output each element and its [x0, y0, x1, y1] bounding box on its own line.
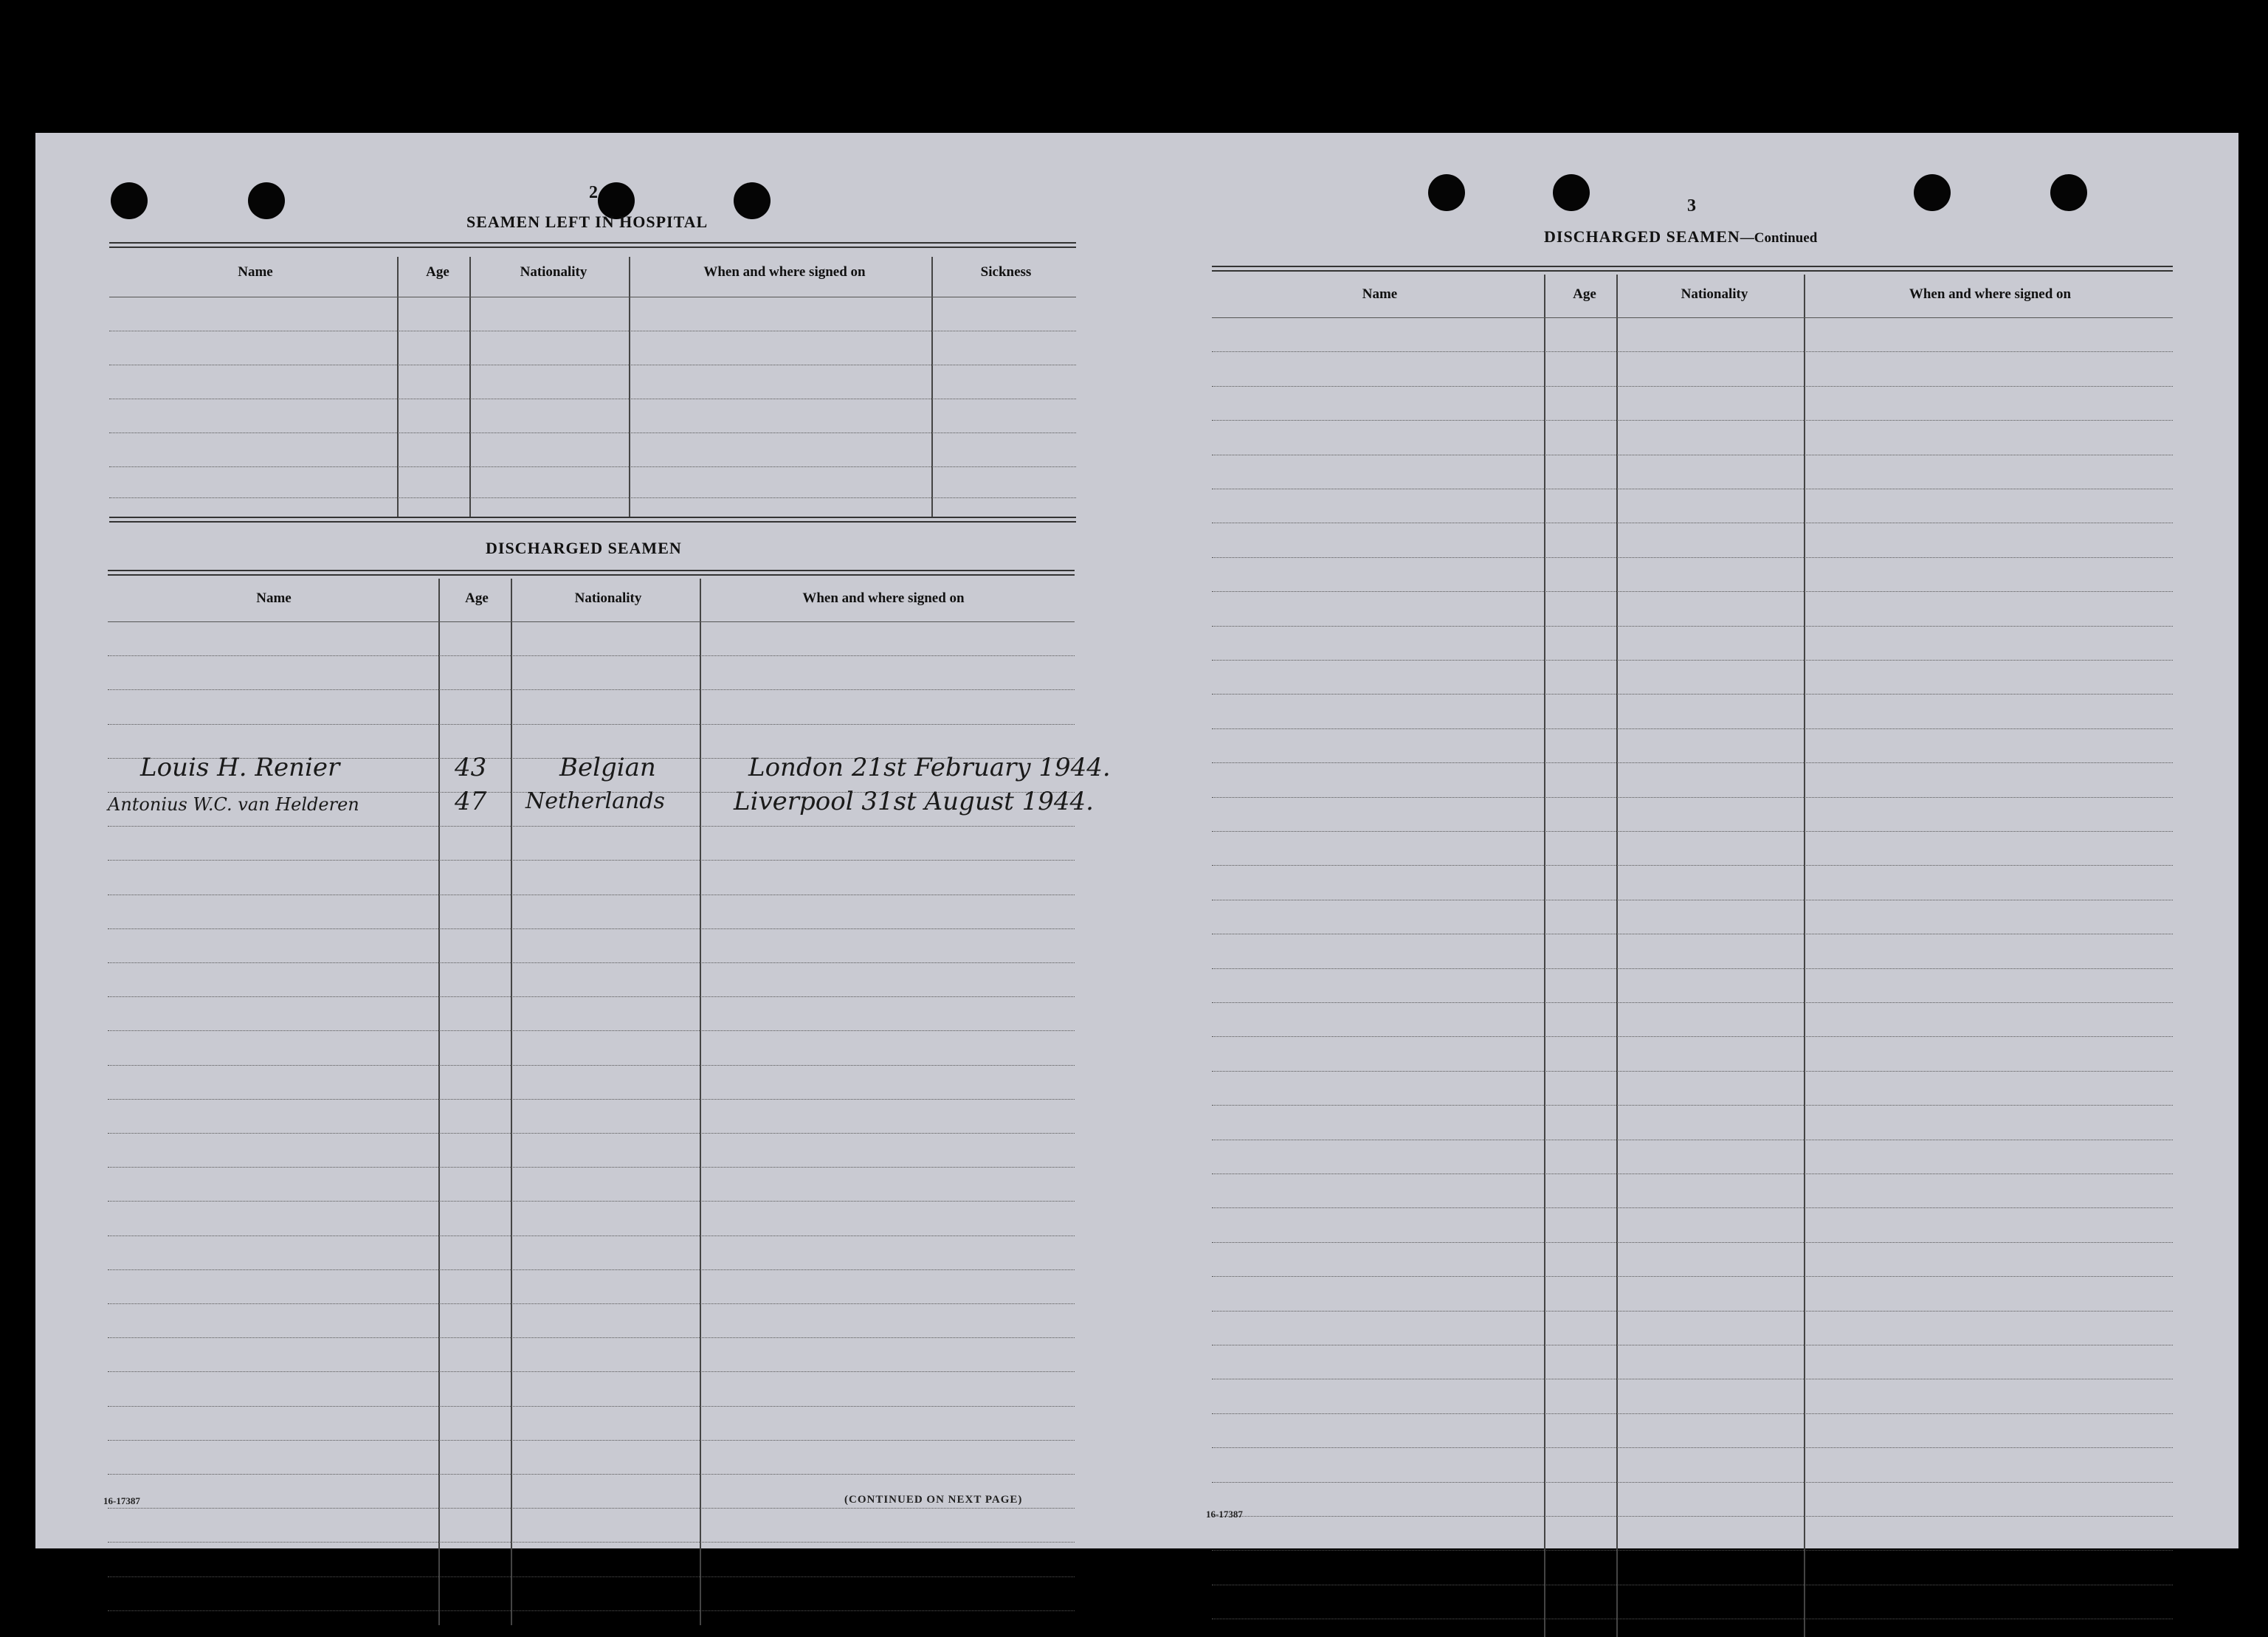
ruled-line	[1212, 1447, 2173, 1448]
entry-age: 43	[455, 753, 487, 782]
ruled-line	[1212, 1413, 2173, 1414]
punch-hole	[248, 182, 285, 219]
ruled-line	[108, 996, 1075, 997]
punch-hole	[1914, 174, 1951, 211]
ruled-line	[1212, 351, 2173, 352]
discharged-section-title: DISCHARGED SEAMEN	[486, 539, 682, 557]
ruled-line	[1212, 1516, 2173, 1517]
ruled-line	[1212, 1071, 2173, 1072]
ruled-line	[108, 1235, 1075, 1236]
ruled-line	[1212, 591, 2173, 592]
ruled-line	[1212, 660, 2173, 661]
discharged-table	[108, 570, 1111, 1633]
right-section-title	[1544, 227, 1817, 247]
ruled-line	[108, 1406, 1075, 1407]
punch-hole	[734, 182, 771, 219]
col-header-name: Name	[238, 264, 273, 280]
ruled-line	[1212, 420, 2173, 421]
ruled-line	[108, 724, 1075, 725]
ruled-line	[1212, 831, 2173, 832]
continued-note: (CONTINUED ON NEXT PAGE)	[844, 1494, 1023, 1506]
entry-name: Louis H. Renier	[140, 753, 340, 782]
ruled-line	[1212, 968, 2173, 969]
ruled-line	[1212, 386, 2173, 387]
ruled-line	[108, 1133, 1075, 1134]
ruled-line	[1212, 1311, 2173, 1312]
punch-hole	[111, 182, 148, 219]
page-number-right: 3	[1687, 196, 1696, 216]
ruled-line	[108, 655, 1075, 656]
ruled-line	[1212, 626, 2173, 627]
col-header-signed-on: When and where signed on	[1909, 286, 2072, 302]
ruled-line	[108, 621, 1075, 622]
col-header-sickness: Sickness	[980, 264, 1032, 280]
col-header-nationality: Nationality	[520, 264, 587, 280]
ruled-line	[108, 1065, 1075, 1066]
col-header-name: Name	[256, 590, 292, 606]
ruled-line	[1212, 797, 2173, 798]
form-number-right: 16-17387	[1206, 1509, 1243, 1520]
ruled-line	[108, 860, 1075, 861]
ruled-line	[108, 1269, 1075, 1270]
ruled-line	[108, 1371, 1075, 1372]
col-header-age: Age	[465, 590, 489, 606]
ruled-line	[1212, 762, 2173, 763]
ruled-line	[1212, 557, 2173, 558]
entry-name: Antonius W.C. van Helderen	[108, 794, 359, 815]
ruled-line	[108, 689, 1075, 690]
hospital-section-title: SEAMEN LEFT IN HOSPITAL	[466, 213, 709, 231]
ruled-line	[108, 1201, 1075, 1202]
ruled-line	[108, 962, 1075, 963]
ruled-line	[1212, 1207, 2173, 1208]
ruled-line	[108, 1508, 1075, 1509]
col-header-signed-on: When and where signed on	[802, 590, 965, 606]
ruled-line	[108, 826, 1075, 827]
ruled-line	[1212, 865, 2173, 866]
right-title-main: DISCHARGED SEAMEN	[1544, 227, 1740, 246]
entry-signed-on: London 21st February 1944.	[748, 753, 1111, 782]
ruled-line	[108, 1576, 1075, 1577]
ruled-line	[1212, 1036, 2173, 1037]
col-header-age: Age	[1573, 286, 1596, 302]
col-header-nationality: Nationality	[574, 590, 642, 606]
form-number-left: 16-17387	[103, 1495, 140, 1506]
ruled-line	[1212, 1242, 2173, 1243]
ruled-line	[108, 1337, 1075, 1338]
col-header-nationality: Nationality	[1681, 286, 1748, 302]
ruled-line	[108, 1440, 1075, 1441]
ruled-line	[1212, 1002, 2173, 1003]
ruled-line	[1212, 728, 2173, 729]
right-title-suffix: —Continued	[1740, 230, 1818, 246]
punch-hole	[1428, 174, 1465, 211]
ruled-line	[1212, 1550, 2173, 1551]
hospital-table	[109, 242, 1076, 528]
entry-nationality: Belgian	[559, 753, 656, 782]
entry-nationality: Netherlands	[525, 788, 665, 814]
punch-hole	[2050, 174, 2087, 211]
ruled-line	[108, 1610, 1075, 1611]
page-number-left: 2	[589, 183, 598, 202]
ruled-line	[1212, 1105, 2173, 1106]
col-header-age: Age	[426, 264, 449, 280]
ruled-line	[108, 1167, 1075, 1168]
entry-signed-on: Liverpool 31st August 1944.	[734, 787, 1094, 816]
document-page	[35, 133, 2238, 1548]
ruled-line	[1212, 1276, 2173, 1277]
ruled-line	[108, 1474, 1075, 1475]
ruled-line	[108, 1542, 1075, 1543]
ruled-line	[1212, 694, 2173, 695]
ruled-line	[108, 1303, 1075, 1304]
col-header-signed-on: When and where signed on	[703, 264, 866, 280]
punch-hole	[1553, 174, 1590, 211]
entry-age: 47	[455, 787, 487, 816]
ruled-line	[108, 928, 1075, 929]
ruled-line	[108, 1099, 1075, 1100]
ruled-line	[1212, 1482, 2173, 1483]
ruled-line	[1212, 317, 2173, 318]
ruled-line	[108, 1030, 1075, 1031]
discharged-continued-table	[1212, 266, 2173, 1631]
col-header-name: Name	[1362, 286, 1398, 302]
